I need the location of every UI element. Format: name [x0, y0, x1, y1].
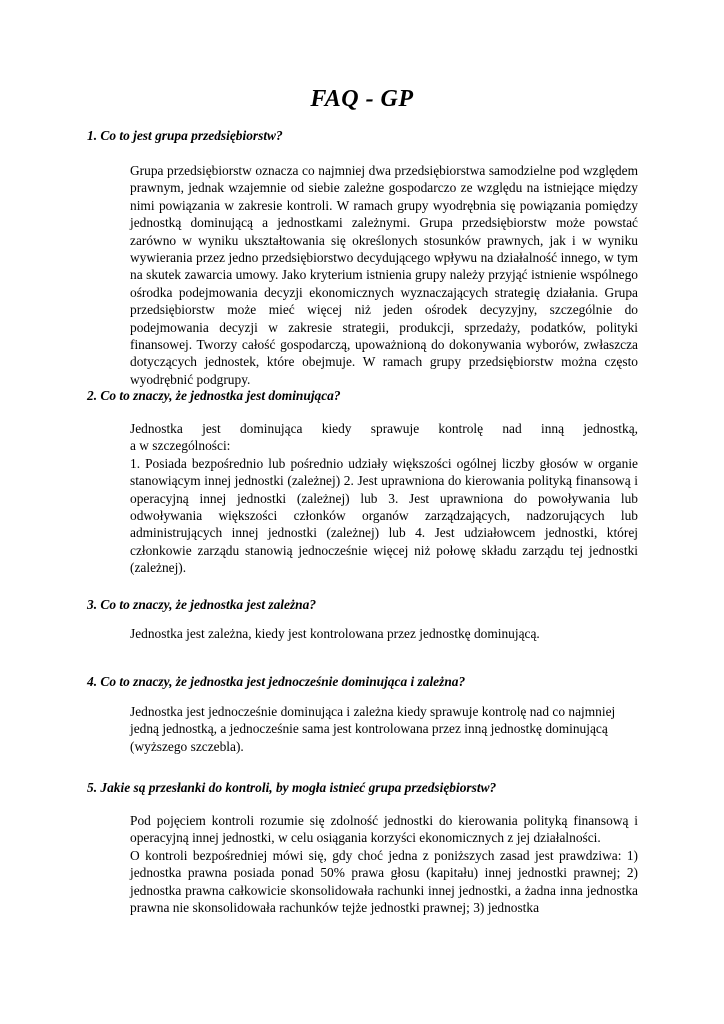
answer-1 [130, 162, 638, 388]
answer-1-text: Grupa przedsiębiorstw oznacza co najmniej dwa przedsiębiorstwa samodzielne pod względem prawnym, jednak wzajemnie od siebie zależne gospodarczo ze względu na istniejące między nimi powiązania w zakresie kontroli. W ramach grupy wyodrębnia się powiązania pomiędzy jednostką dominującą a jednostkami zależnymi. Grupa przedsiębiorstw może powstać zarówno w wyniku ukształtowania się określonych stosunków prawnych, jak i w wyniku wywierania przez jedno przedsiębiorstwo decydującego wpływu na działalność innego, w tym na skutek zawarcia umowy. Jako kryterium istnienia grupy należy przyjąć istnienie wspólnego ośrodka podejmowania decyzji ekonomicznych wyznaczających strategię działania. Grupa przedsiębiorstw może mieć więcej niż jeden ośrodek decyzyjny, szczególnie do podejmowania decyzji w zakresie strategii, produkcji, sprzedaży, podatków, polityki finansowej. Tworzy całość gospodarczą, upoważnioną do dokonywania wyborów, zwłaszcza dotyczących jednostek, które obejmuje. W ramach grupy przedsiębiorstw można często wyodrębnić podgrupy. [130, 163, 638, 387]
answer-3-text: Jednostka jest zależna, kiedy jest kontrolowana przez jednostkę dominującą. [130, 626, 540, 641]
answer-4 [130, 703, 638, 755]
answer-2-intro-line-2: a w szczególności: [130, 438, 231, 454]
answer-5-paragraph-2: O kontroli bezpośredniej mówi się, gdy choć jedna z poniższych zasad jest prawdziwa: 1) jednostka prawna posiada ponad 50% prawa głosu (kapitału) innej jednostki prawnej; 2) jednostka prawna całkowicie skonsolidowała rachunki innej jednostki, a żadna inna jednostka prawna nie skonsolidowała rachunków tejże jednostki prawnej; 3) jednostka [130, 847, 638, 916]
question-2: 2. Co to znaczy, że jednostka jest dominująca? [87, 388, 341, 403]
answer-4-text: Jednostka jest jednocześnie dominująca i zależna kiedy sprawuje kontrolę nad co najmniej jedną jednostką, a jednocześnie sama jest kontrolowana przez inną jednostkę dominującą (wyższego szczebla). [130, 704, 616, 754]
question-1: 1. Co to jest grupa przedsiębiorstw? [87, 128, 283, 143]
page-title: FAQ - GP [310, 86, 414, 112]
answer-5-paragraph-1: Pod pojęciem kontroli rozumie się zdolność jednostki do kierowania polityką finansową i operacyjną innej jednostki, w celu osiągania korzyści ekonomicznych z jej działalności. [130, 813, 638, 846]
question-3: 3. Co to znaczy, że jednostka jest zależna? [87, 597, 317, 612]
answer-2-text: 1. Posiada bezpośrednio lub pośrednio udziały większości ogólnej liczby głosów w organie stanowiącym innej jednostki (zależnej) 2. Jest uprawniona do kierowania polityką finansową i operacyjną innej jednostki (zależnej) lub 3. Jest uprawniona do powoływania lub odwoływania większości członków organów zarządzających, nadzorujących lub administrujących innej jednostki (zależnej) lub 4. Jest udziałowcem jednostki, której członkowie zarządu stanowią jednocześnie więcej niż połowę składu zarządu tej jednostki (zależnej). [130, 455, 638, 576]
question-5: 5. Jakie są przesłanki do kontroli, by mogła istnieć grupa przedsiębiorstw? [87, 780, 497, 795]
answer-3 [130, 625, 638, 642]
answer-2 [130, 420, 638, 577]
answer-5 [130, 812, 638, 916]
question-4: 4. Co to znaczy, że jednostka jest jednocześnie dominująca i zależna? [87, 674, 466, 689]
answer-2-intro-line-1: Jednostka jest dominująca kiedy sprawuje kontrolę nad inną jednostką, [130, 421, 638, 436]
